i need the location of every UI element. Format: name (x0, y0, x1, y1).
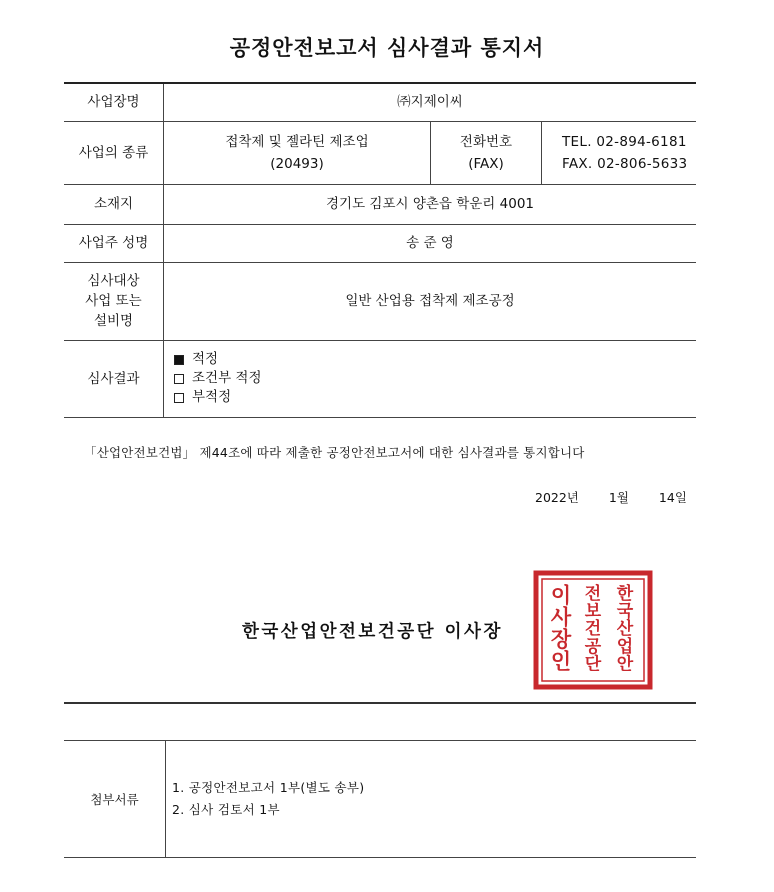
target-label-line1: 심사대상 (87, 273, 140, 289)
phone-label-line2: (FAX) (468, 155, 504, 172)
target-label-line2: 사업 또는 (85, 293, 142, 309)
svg-text:국: 국 (616, 601, 634, 622)
date-day: 14일 (658, 490, 687, 505)
date-year: 2022년 (535, 490, 579, 505)
attachments-table (64, 740, 696, 858)
business-type-label: 사업의 종류 (64, 121, 164, 184)
phone-value (542, 121, 697, 184)
workplace-row (64, 83, 696, 121)
owner-value: 송 준 영 (164, 224, 697, 262)
result-option-inappropriate[interactable] (174, 388, 696, 407)
svg-text:이: 이 (550, 582, 572, 608)
checkbox-conditional[interactable] (174, 374, 184, 384)
svg-text:한: 한 (616, 583, 634, 604)
attachments-label: 첨부서류 (64, 741, 166, 858)
info-table (64, 82, 696, 418)
issuer-name: 한국산업안전보건공단 이사장 (242, 622, 503, 642)
official-seal-icon (533, 570, 653, 690)
address-row (64, 184, 696, 224)
business-type-code: (20493) (270, 155, 324, 172)
result-option-appropriate[interactable] (174, 350, 696, 369)
workplace-label: 사업장명 (64, 83, 164, 121)
result-option-conditional[interactable] (174, 369, 696, 388)
document-title: 공정안전보고서 심사결과 통지서 (229, 36, 545, 60)
svg-text:건: 건 (584, 619, 602, 640)
result-options (164, 340, 697, 417)
attachment-item: 2. 심사 검토서 1부 (172, 802, 280, 817)
target-row (64, 262, 696, 340)
svg-text:업: 업 (616, 636, 634, 657)
result-option-label: 조건부 적정 (192, 370, 262, 386)
svg-text:사: 사 (550, 604, 572, 630)
svg-text:안: 안 (616, 654, 634, 675)
section-divider (64, 702, 696, 704)
date-month: 1월 (608, 490, 629, 505)
svg-text:장: 장 (550, 626, 572, 652)
result-label: 심사결과 (64, 340, 164, 417)
fax-number: FAX. 02-806-5633 (562, 155, 688, 172)
issue-date (535, 488, 687, 506)
svg-text:보: 보 (584, 601, 602, 622)
business-type-line1: 접착제 및 젤라틴 제조업 (225, 133, 369, 150)
attachments-list (166, 741, 697, 858)
business-type-value (164, 121, 431, 184)
owner-label: 사업주 성명 (64, 224, 164, 262)
result-row (64, 340, 696, 417)
target-value: 일반 산업용 접착제 제조공정 (164, 262, 697, 340)
phone-label-line1: 전화번호 (459, 133, 513, 150)
phone-label (431, 121, 542, 184)
notice-text: 「산업안전보건법」 제44조에 따라 제출한 공정안전보고서에 대한 심사결과를 통지합니다 (84, 445, 585, 460)
result-option-label: 적정 (192, 351, 219, 367)
target-label-line3: 설비명 (93, 313, 134, 329)
workplace-value: ㈜지제이씨 (164, 83, 697, 121)
owner-row (64, 224, 696, 262)
target-label (64, 262, 164, 340)
svg-text:공: 공 (584, 636, 602, 657)
business-type-row (64, 121, 696, 184)
tel-number: TEL. 02-894-6181 (562, 133, 687, 150)
svg-text:전: 전 (584, 583, 602, 604)
svg-text:인: 인 (550, 648, 572, 674)
attachment-item: 1. 공정안전보고서 1부(별도 송부) (172, 780, 365, 795)
address-value: 경기도 김포시 양촌읍 학운리 4001 (164, 184, 697, 224)
result-option-label: 부적정 (192, 389, 232, 405)
checkbox-appropriate[interactable] (174, 355, 184, 365)
svg-text:산: 산 (616, 619, 634, 640)
svg-text:단: 단 (584, 654, 602, 675)
checkbox-inappropriate[interactable] (174, 393, 184, 403)
address-label: 소재지 (64, 184, 164, 224)
